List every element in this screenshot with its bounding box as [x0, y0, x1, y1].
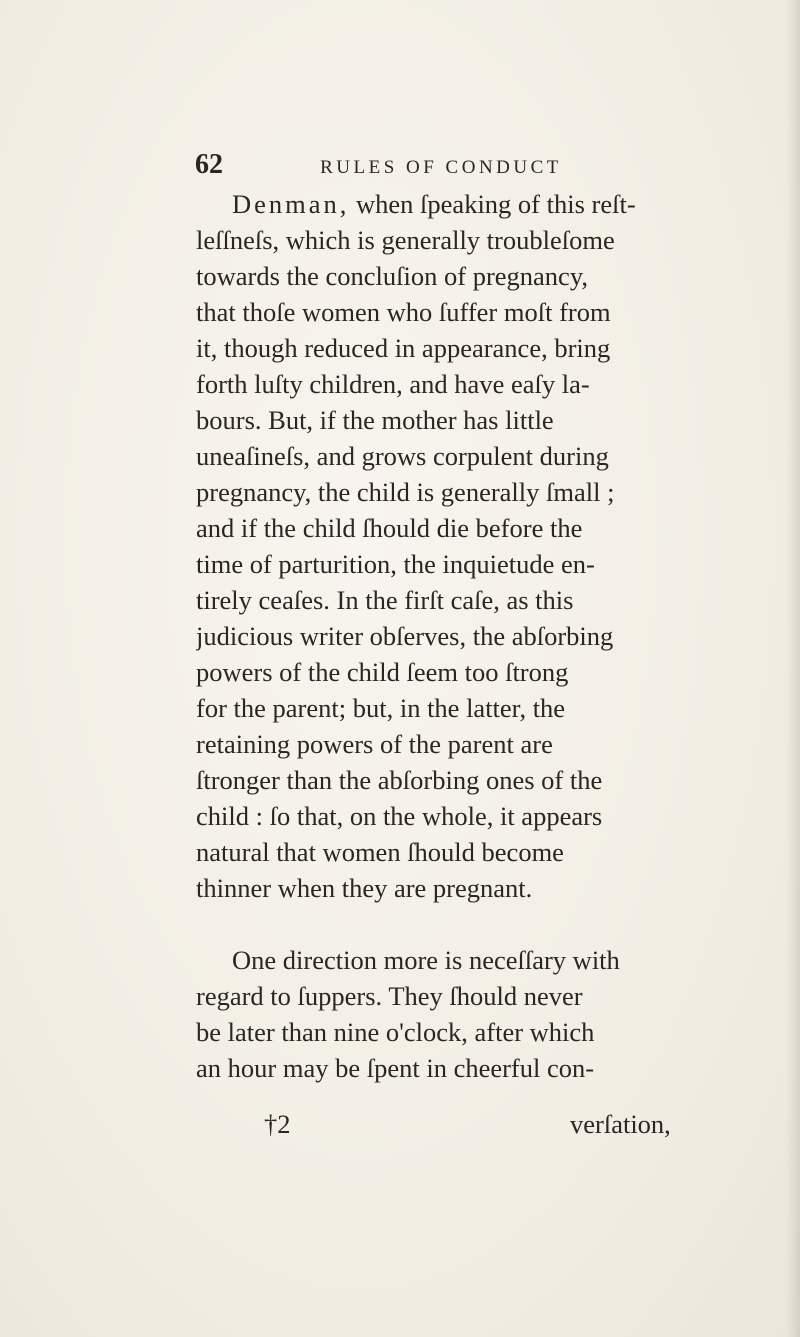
- text-line: thinner when they are pregnant.: [196, 873, 533, 903]
- signature-mark: †2: [264, 1109, 291, 1139]
- text-line: pregnancy, the child is generally ſmall ;: [196, 477, 615, 507]
- text-line: tirely ceaſes. In the firſt caſe, as this: [196, 585, 574, 615]
- body-text: [196, 186, 798, 1086]
- text-line: One direction more is neceſſary with: [232, 945, 620, 975]
- page-footer: [196, 1106, 798, 1142]
- text-line: and if the child ſhould die before the: [196, 513, 583, 543]
- page-header: [195, 148, 795, 182]
- text-line: bours. But, if the mother has little: [196, 405, 554, 435]
- running-head: RULES OF CONDUCT: [320, 157, 562, 178]
- paragraph-gap: [196, 906, 798, 942]
- catchword: verſation,: [570, 1109, 671, 1139]
- text-line: an hour may be ſpent in cheerful con-: [196, 1053, 595, 1083]
- text-line: towards the concluſion of pregnancy,: [196, 261, 588, 291]
- text-line: ſtronger than the abſorbing ones of the: [196, 765, 603, 795]
- text-line: child : ſo that, on the whole, it appears: [196, 801, 603, 831]
- text-line: judicious writer obſerves, the abſorbing: [196, 621, 614, 651]
- text-line: it, though reduced in appearance, bring: [196, 333, 611, 363]
- text-line: leſſneſs, which is generally troubleſome: [196, 225, 615, 255]
- text-line: natural that women ſhould become: [196, 837, 564, 867]
- text-line: powers of the child ſeem too ſtrong: [196, 657, 569, 687]
- text-line: be later than nine o'clock, after which: [196, 1017, 595, 1047]
- text-line: for the parent; but, in the latter, the: [196, 693, 566, 723]
- author-name: Denman,: [232, 189, 350, 219]
- text-fragment: when ſpeaking of this reſt-: [349, 189, 636, 219]
- text-line: regard to ſuppers. They ſhould never: [196, 981, 583, 1011]
- text-line: time of parturition, the inquietude en-: [196, 549, 595, 579]
- text-line: uneaſineſs, and grows corpulent during: [196, 441, 609, 471]
- text-line: that thoſe women who ſuffer moſt from: [196, 297, 611, 327]
- text-line: [196, 186, 798, 222]
- text-line: retaining powers of the parent are: [196, 729, 553, 759]
- page-number: 62: [195, 149, 223, 180]
- text-line: forth luſty children, and have eaſy la-: [196, 369, 590, 399]
